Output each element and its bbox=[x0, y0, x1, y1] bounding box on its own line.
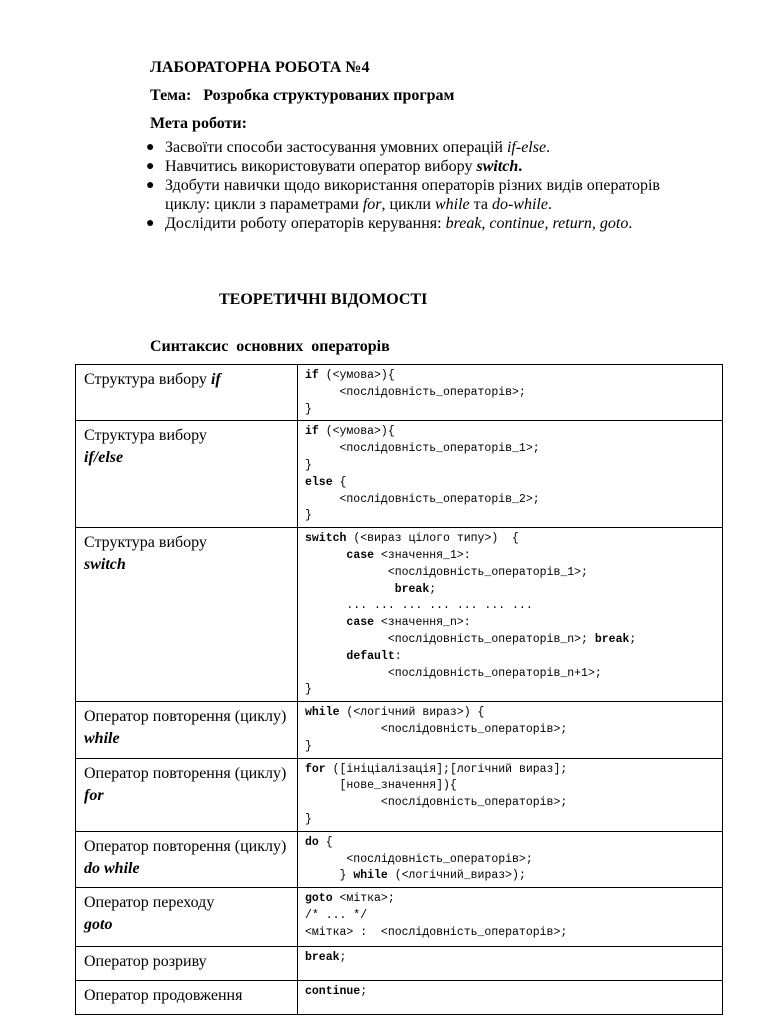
operator-name: Оператор розриву bbox=[84, 953, 207, 971]
code-line: if (<умова>){ bbox=[305, 369, 395, 382]
goal-keyword: while bbox=[434, 196, 470, 213]
operator-name-cell bbox=[76, 981, 298, 1015]
syntax-row bbox=[76, 981, 723, 1015]
operator-name-cell bbox=[76, 528, 298, 702]
bullet-icon: ● bbox=[146, 216, 155, 231]
code-line: do { bbox=[305, 835, 333, 849]
goal-item bbox=[146, 157, 706, 176]
code-line: } bbox=[305, 739, 312, 753]
code-line: while (<логічний вираз>) { bbox=[305, 706, 485, 720]
goal-text: . bbox=[547, 196, 552, 213]
syntax-table bbox=[75, 364, 723, 1015]
operator-keyword: if bbox=[210, 371, 221, 388]
goal-keyword: switch bbox=[476, 158, 519, 175]
code-line: break; bbox=[305, 951, 347, 965]
code-line: <послідовність_операторів>; bbox=[305, 385, 526, 399]
goal-text: , цикли bbox=[381, 196, 435, 213]
syntax-code-cell bbox=[298, 528, 723, 702]
operator-name: Оператор повторення (циклу) bbox=[84, 708, 287, 726]
code-line: <послідовність_операторів>; bbox=[305, 852, 533, 866]
operator-name-cell bbox=[76, 758, 298, 831]
code-line: [нове_значення]){ bbox=[305, 779, 457, 793]
syntax-code-cell bbox=[298, 831, 723, 887]
syntax-row bbox=[76, 758, 723, 831]
goals-list bbox=[146, 138, 706, 233]
syntax-code-cell bbox=[298, 981, 723, 1015]
syntax-code-cell bbox=[298, 421, 723, 528]
syntax-row bbox=[76, 528, 723, 702]
goal-text: . bbox=[628, 215, 633, 232]
operator-keyword: do while bbox=[84, 859, 140, 877]
code-line: <послідовність_операторів>; bbox=[305, 796, 568, 810]
code-line: switch (<вираз цілого типу>) { bbox=[305, 532, 519, 546]
operator-keyword: switch bbox=[84, 556, 126, 574]
lab-title: ЛАБОРАТОРНА РОБОТА №4 bbox=[150, 59, 370, 76]
operator-keyword: goto bbox=[84, 916, 113, 934]
operator-name: Структура вибору bbox=[84, 371, 211, 388]
bullet-icon: ● bbox=[146, 159, 155, 174]
syntax-code-cell bbox=[298, 888, 723, 947]
operator-name: Оператор переходу bbox=[84, 894, 215, 912]
operator-keyword: while bbox=[84, 730, 120, 748]
operator-keyword: if/else bbox=[84, 449, 124, 467]
operator-name-cell bbox=[76, 421, 298, 528]
code-line: <мітка> : <послідовність_операторів>; bbox=[305, 925, 568, 939]
syntax-code-cell bbox=[298, 702, 723, 758]
code-line: } bbox=[305, 458, 312, 472]
syntax-row bbox=[76, 421, 723, 528]
code-line: break; bbox=[394, 582, 437, 596]
goal-keyword: if-else bbox=[506, 139, 547, 156]
code-line: <послідовність_операторів_1>; bbox=[305, 565, 588, 579]
syntax-table-body bbox=[76, 365, 723, 1015]
syntax-row bbox=[76, 365, 723, 421]
syntax-row bbox=[76, 888, 723, 947]
operator-name: Структура вибору bbox=[84, 427, 207, 445]
operator-name-cell bbox=[76, 831, 298, 887]
operator-name: Оператор повторення (циклу) bbox=[84, 837, 287, 855]
code-line: case <значення_1>: bbox=[346, 548, 471, 562]
code-line: else { bbox=[305, 475, 347, 489]
bullet-icon: ● bbox=[146, 178, 155, 193]
operator-keyword: for bbox=[84, 786, 104, 804]
goal-heading: Мета роботи: bbox=[150, 115, 247, 132]
code-line: <послідовність_операторів_n+1>; bbox=[305, 666, 602, 680]
goal-text: Навчитись використовувати оператор вибору bbox=[165, 158, 477, 175]
code-line: ... ... ... ... ... ... ... bbox=[305, 599, 533, 613]
goal-keyword: do-while bbox=[491, 196, 548, 213]
section-heading: ТЕОРЕТИЧНІ ВІДОМОСТІ bbox=[219, 291, 428, 308]
operator-name: Оператор повторення (циклу) bbox=[84, 764, 287, 782]
bullet-icon: ● bbox=[146, 140, 155, 155]
goal-item bbox=[146, 214, 706, 233]
goal-item bbox=[146, 176, 706, 214]
syntax-code-cell bbox=[298, 365, 723, 421]
goal-text: . bbox=[546, 139, 551, 156]
goal-keyword: break, continue, return, goto bbox=[445, 215, 629, 232]
code-line: <послідовність_операторів_1>; bbox=[305, 442, 540, 456]
code-line: <послідовність_операторів_n>; break; bbox=[305, 632, 637, 646]
syntax-code-cell bbox=[298, 947, 723, 981]
code-line: default: bbox=[346, 649, 402, 663]
operator-name-cell bbox=[76, 888, 298, 947]
operator-name-cell bbox=[76, 702, 298, 758]
code-line: case <значення_n>: bbox=[346, 616, 471, 630]
code-line: } bbox=[305, 812, 312, 826]
code-line: <послідовність_операторів_2>; bbox=[305, 492, 540, 506]
syntax-code-cell bbox=[298, 758, 723, 831]
code-line: <послідовність_операторів>; bbox=[305, 722, 568, 736]
goal-text: Здобути навички щодо використання операторів різних видів операторів циклу: цикли з параметрами bbox=[165, 177, 660, 213]
code-line: } bbox=[305, 683, 312, 697]
code-line: for ([ініціалізація];[логічний вираз]; bbox=[305, 762, 568, 776]
code-line: continue; bbox=[305, 985, 368, 999]
syntax-heading: Синтаксис основних операторів bbox=[150, 338, 390, 355]
syntax-row bbox=[76, 831, 723, 887]
goal-text: Засвоїти способи застосування умовних операцій bbox=[165, 139, 507, 156]
code-line: } bbox=[305, 402, 312, 416]
code-line: if (<умова>){ bbox=[305, 425, 395, 439]
syntax-row bbox=[76, 702, 723, 758]
goal-text: та bbox=[469, 196, 492, 213]
code-line: } while (<логічний_вираз>); bbox=[305, 869, 526, 883]
goal-text: Дослідити роботу операторів керування: bbox=[165, 215, 446, 232]
operator-name-cell bbox=[76, 947, 298, 981]
code-line: goto <мітка>; bbox=[305, 892, 395, 906]
operator-name-cell bbox=[76, 365, 298, 421]
code-line: /* ... */ bbox=[305, 908, 368, 922]
operator-name: Оператор продовження bbox=[84, 987, 243, 1005]
goal-keyword: for bbox=[362, 196, 382, 213]
syntax-row bbox=[76, 947, 723, 981]
goal-text: . bbox=[518, 158, 523, 175]
code-line: } bbox=[305, 509, 312, 523]
lab-theme: Тема: Розробка структурованих програм bbox=[150, 87, 455, 104]
goal-item bbox=[146, 138, 706, 157]
operator-name: Структура вибору bbox=[84, 534, 207, 552]
